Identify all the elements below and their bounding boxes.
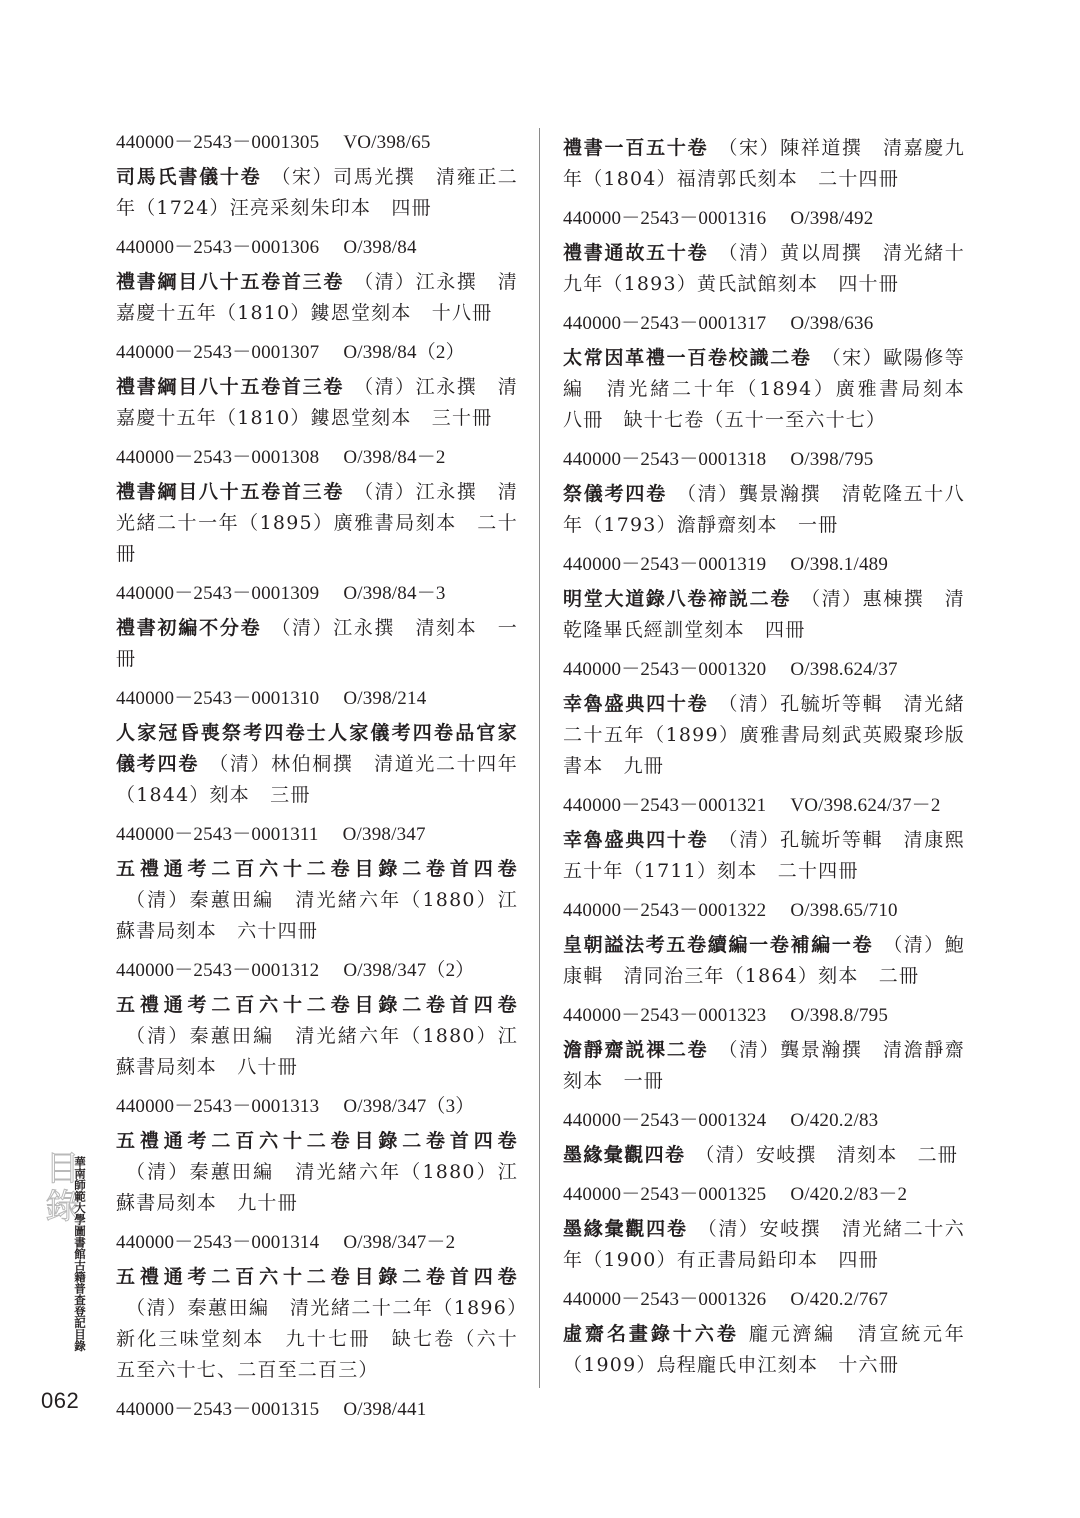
- registration-number: 440000－2543－0001309: [116, 583, 320, 604]
- call-number: O/398/795: [790, 449, 874, 470]
- book-description: （清）孔毓圻等輯 清光緒二十五年（1899）廣雅書局刻武英殿聚珍版書本 九冊: [563, 693, 965, 777]
- book-title: 人家冠昏喪祭考四卷士人家儀考四卷品官家儀考四卷: [116, 722, 518, 775]
- registration-number: 440000－2543－0001306: [116, 237, 320, 258]
- left-column: [116, 133, 518, 1433]
- catalog-entry: [116, 133, 518, 224]
- book-title: 禮書綱目八十五卷首三卷: [116, 271, 345, 293]
- entry-body: [563, 1140, 965, 1171]
- entry-code-line: [563, 209, 965, 228]
- entry-code-line: [563, 1290, 965, 1309]
- registration-number: 440000－2543－0001312: [116, 960, 320, 981]
- catalog-entry: [563, 1111, 965, 1171]
- book-title: 禮書綱目八十五卷首三卷: [116, 376, 345, 398]
- entry-code-line: [116, 825, 518, 844]
- book-description: 龐元濟編 清宣統元年（1909）烏程龐氏申江刻本 十六冊: [563, 1323, 965, 1376]
- entry-body: [116, 162, 518, 224]
- book-title: 幸魯盛典四十卷: [563, 693, 709, 715]
- book-description: （宋）歐陽修等編 清光緒二十年（1894）廣雅書局刻本 八冊 缺十七卷（五十一至六十七）: [563, 347, 986, 431]
- catalog-entry: [116, 584, 518, 675]
- entry-code-line: [116, 1400, 518, 1419]
- call-number: O/398.624/37: [790, 659, 898, 680]
- entry-body: [563, 133, 965, 195]
- registration-number: 440000－2543－0001323: [563, 1005, 767, 1026]
- registration-number: 440000－2543－0001311: [116, 824, 319, 845]
- registration-number: 440000－2543－0001319: [563, 554, 767, 575]
- book-description: （清）安岐撰 清刻本 二冊: [695, 1144, 959, 1166]
- book-title: 五禮通考二百六十二卷目錄二卷首四卷: [116, 1130, 518, 1152]
- catalog-entry: [563, 209, 965, 300]
- book-title: 祭儀考四卷: [563, 483, 667, 505]
- entry-body: [563, 479, 965, 541]
- book-title: 五禮通考二百六十二卷目錄二卷首四卷: [116, 994, 518, 1016]
- call-number: O/398/84（2）: [343, 342, 465, 363]
- call-number: O/398/347（3）: [343, 1096, 475, 1117]
- book-description: （宋）陳祥道撰 清嘉慶九年（1804）福清郭氏刻本 二十四冊: [563, 137, 965, 190]
- registration-number: 440000－2543－0001316: [563, 208, 767, 229]
- entry-body: [563, 825, 965, 887]
- book-title: 澹靜齋説祼二卷: [563, 1039, 709, 1061]
- book-title: 禮書通故五十卷: [563, 242, 709, 264]
- call-number: VO/398/65: [343, 132, 431, 153]
- entry-code-line: [116, 1233, 518, 1252]
- registration-number: 440000－2543－0001322: [563, 900, 767, 921]
- watermark-label: 目錄: [39, 1150, 79, 1226]
- entry-body: [563, 238, 965, 300]
- entry-code-line: [563, 450, 965, 469]
- call-number: O/420.2/767: [790, 1289, 889, 1310]
- book-title: 禮書一百五十卷: [563, 137, 709, 159]
- entry-body: [563, 343, 986, 436]
- book-description: （清）黄以周撰 清光緒十九年（1893）黄氏試館刻本 四十冊: [563, 242, 965, 295]
- entry-code-line: [563, 314, 965, 333]
- book-description: （清）孔毓圻等輯 清康熙五十年（1711）刻本 二十四冊: [563, 829, 965, 882]
- entry-body: [563, 689, 965, 782]
- book-description: （清）江永撰 清嘉慶十五年（1810）鏤恩堂刻本 十八冊: [116, 271, 518, 324]
- call-number: O/398/347: [342, 824, 426, 845]
- call-number: O/398/84－2: [343, 447, 446, 468]
- catalog-entry: [116, 238, 518, 329]
- catalog-entry: [563, 555, 965, 646]
- catalog-entry: [563, 1006, 965, 1097]
- book-title: 明堂大道錄八卷禘説二卷: [563, 588, 792, 610]
- call-number: O/420.2/83－2: [790, 1184, 908, 1205]
- call-number: O/398.1/489: [790, 554, 889, 575]
- book-description: （清）鮑康輯 清同治三年（1864）刻本 二冊: [563, 934, 965, 987]
- book-title: 墨緣彙觀四卷: [563, 1218, 688, 1240]
- entry-code-line: [116, 238, 518, 257]
- entry-body: [563, 1214, 965, 1276]
- entry-code-line: [563, 1006, 965, 1025]
- entry-body: [116, 267, 518, 329]
- book-description: （清）秦蕙田編 清光緒二十二年（1896）新化三味堂刻本 九十七冊 缺七卷（六十五至六十七、二百至二百三）: [116, 1297, 518, 1381]
- entry-body: [563, 1035, 965, 1097]
- call-number: O/398.65/710: [790, 900, 898, 921]
- entry-code-line: [563, 796, 965, 815]
- page-number: 062: [41, 1388, 80, 1413]
- call-number: O/398/347－2: [343, 1232, 456, 1253]
- catalog-entry: [563, 313, 986, 436]
- entry-body: [563, 1319, 965, 1381]
- catalog-entry: [116, 343, 518, 434]
- entry-body: [563, 930, 965, 992]
- catalog-entry: [116, 1097, 518, 1219]
- page-sidebar: [39, 1150, 90, 1390]
- call-number: O/398/214: [343, 688, 427, 709]
- entry-body: [116, 1126, 518, 1219]
- book-description: （清）江永撰 清嘉慶十五年（1810）鏤恩堂刻本 三十冊: [116, 376, 518, 429]
- registration-number: 440000－2543－0001315: [116, 1399, 320, 1420]
- catalog-entry: [116, 448, 518, 570]
- entry-code-line: [116, 584, 518, 603]
- catalog-entry: [563, 796, 965, 887]
- entry-body: [116, 1262, 518, 1386]
- entry-body: [116, 372, 518, 434]
- entry-body: [116, 613, 518, 675]
- book-description: （清）秦蕙田編 清光緒六年（1880）江蘇書局刻本 八十冊: [116, 1025, 518, 1078]
- registration-number: 440000－2543－0001305: [116, 132, 320, 153]
- call-number: O/398/84: [343, 237, 417, 258]
- catalog-entry: [116, 1400, 518, 1419]
- entry-body: [563, 584, 965, 646]
- call-number: O/398/84－3: [343, 583, 446, 604]
- catalog-entry: [116, 1233, 518, 1386]
- registration-number: 440000－2543－0001324: [563, 1110, 767, 1131]
- book-title: 太常因革禮一百卷校識二卷: [563, 347, 812, 369]
- registration-number: 440000－2543－0001320: [563, 659, 767, 680]
- column-divider: [539, 128, 540, 1388]
- entry-code-line: [563, 555, 965, 574]
- book-description: （宋）司馬光撰 清雍正二年（1724）汪亮采刻朱印本 四冊: [116, 166, 518, 219]
- entry-code-line: [116, 689, 518, 708]
- call-number: O/420.2/83: [790, 1110, 879, 1131]
- entry-code-line: [116, 961, 518, 980]
- book-description: （清）林伯桐撰 清道光二十四年（1844）刻本 三冊: [116, 753, 518, 806]
- catalog-entry: [563, 1290, 965, 1381]
- call-number: O/398.8/795: [790, 1005, 889, 1026]
- call-number: VO/398.624/37－2: [790, 795, 941, 816]
- registration-number: 440000－2543－0001326: [563, 1289, 767, 1310]
- book-description: （清）秦蕙田編 清光緒六年（1880）江蘇書局刻本 六十四冊: [116, 889, 518, 942]
- entry-code-line: [116, 1097, 518, 1116]
- call-number: O/398/492: [790, 208, 874, 229]
- registration-number: 440000－2543－0001317: [563, 313, 767, 334]
- registration-number: 440000－2543－0001325: [563, 1184, 767, 1205]
- book-title: 五禮通考二百六十二卷目錄二卷首四卷: [116, 858, 518, 880]
- registration-number: 440000－2543－0001318: [563, 449, 767, 470]
- book-title: 幸魯盛典四十卷: [563, 829, 709, 851]
- book-description: （清）龔景瀚撰 清澹靜齋刻本 一冊: [563, 1039, 965, 1092]
- catalog-entry: [563, 450, 965, 541]
- book-description: （清）安岐撰 清光緒二十六年（1900）有正書局鉛印本 四冊: [563, 1218, 965, 1271]
- catalog-entry: [563, 660, 965, 782]
- entry-code-line: [563, 1185, 965, 1204]
- book-title: 司馬氏書儀十卷: [116, 166, 262, 188]
- entry-code-line: [563, 1111, 965, 1130]
- book-title: 虛齋名畫錄十六卷: [563, 1323, 739, 1345]
- running-title: 華南師範大學圖書館古籍普查登記目錄: [73, 1156, 87, 1352]
- registration-number: 440000－2543－0001307: [116, 342, 320, 363]
- call-number: O/398/347（2）: [343, 960, 475, 981]
- registration-number: 440000－2543－0001308: [116, 447, 320, 468]
- call-number: O/398/441: [343, 1399, 427, 1420]
- book-description: （清）龔景瀚撰 清乾隆五十八年（1793）澹靜齋刻本 一冊: [563, 483, 965, 536]
- book-description: （清）江永撰 清光緒二十一年（1895）廣雅書局刻本 二十冊: [116, 481, 518, 565]
- registration-number: 440000－2543－0001321: [563, 795, 767, 816]
- catalog-entry: [563, 901, 965, 992]
- book-title: 皇朝謚法考五卷續編一卷補編一卷: [563, 934, 874, 956]
- registration-number: 440000－2543－0001314: [116, 1232, 320, 1253]
- book-title: 五禮通考二百六十二卷目錄二卷首四卷: [116, 1266, 518, 1288]
- catalog-entry: [116, 961, 518, 1083]
- entry-code-line: [116, 133, 518, 152]
- registration-number: 440000－2543－0001313: [116, 1096, 320, 1117]
- book-title: 墨緣彙觀四卷: [563, 1144, 686, 1166]
- registration-number: 440000－2543－0001310: [116, 688, 320, 709]
- catalog-entry-continued: [563, 133, 965, 195]
- call-number: O/398/636: [790, 313, 874, 334]
- entry-body: [116, 718, 518, 811]
- right-column: [563, 133, 986, 1395]
- catalog-entry: [116, 825, 518, 947]
- book-description: （清）秦蕙田編 清光緒六年（1880）江蘇書局刻本 九十冊: [116, 1161, 518, 1214]
- entry-body: [116, 990, 518, 1083]
- book-title: 禮書初編不分卷: [116, 617, 262, 639]
- entry-code-line: [116, 448, 518, 467]
- entry-code-line: [116, 343, 518, 362]
- catalog-entry: [563, 1185, 965, 1276]
- entry-body: [116, 477, 518, 570]
- entry-body: [116, 854, 518, 947]
- book-title: 禮書綱目八十五卷首三卷: [116, 481, 345, 503]
- catalog-entry: [116, 689, 518, 811]
- entry-code-line: [563, 901, 965, 920]
- book-description: （清）惠棟撰 清乾隆畢氏經訓堂刻本 四冊: [563, 588, 965, 641]
- book-description: （清）江永撰 清刻本 一冊: [116, 617, 518, 670]
- entry-code-line: [563, 660, 965, 679]
